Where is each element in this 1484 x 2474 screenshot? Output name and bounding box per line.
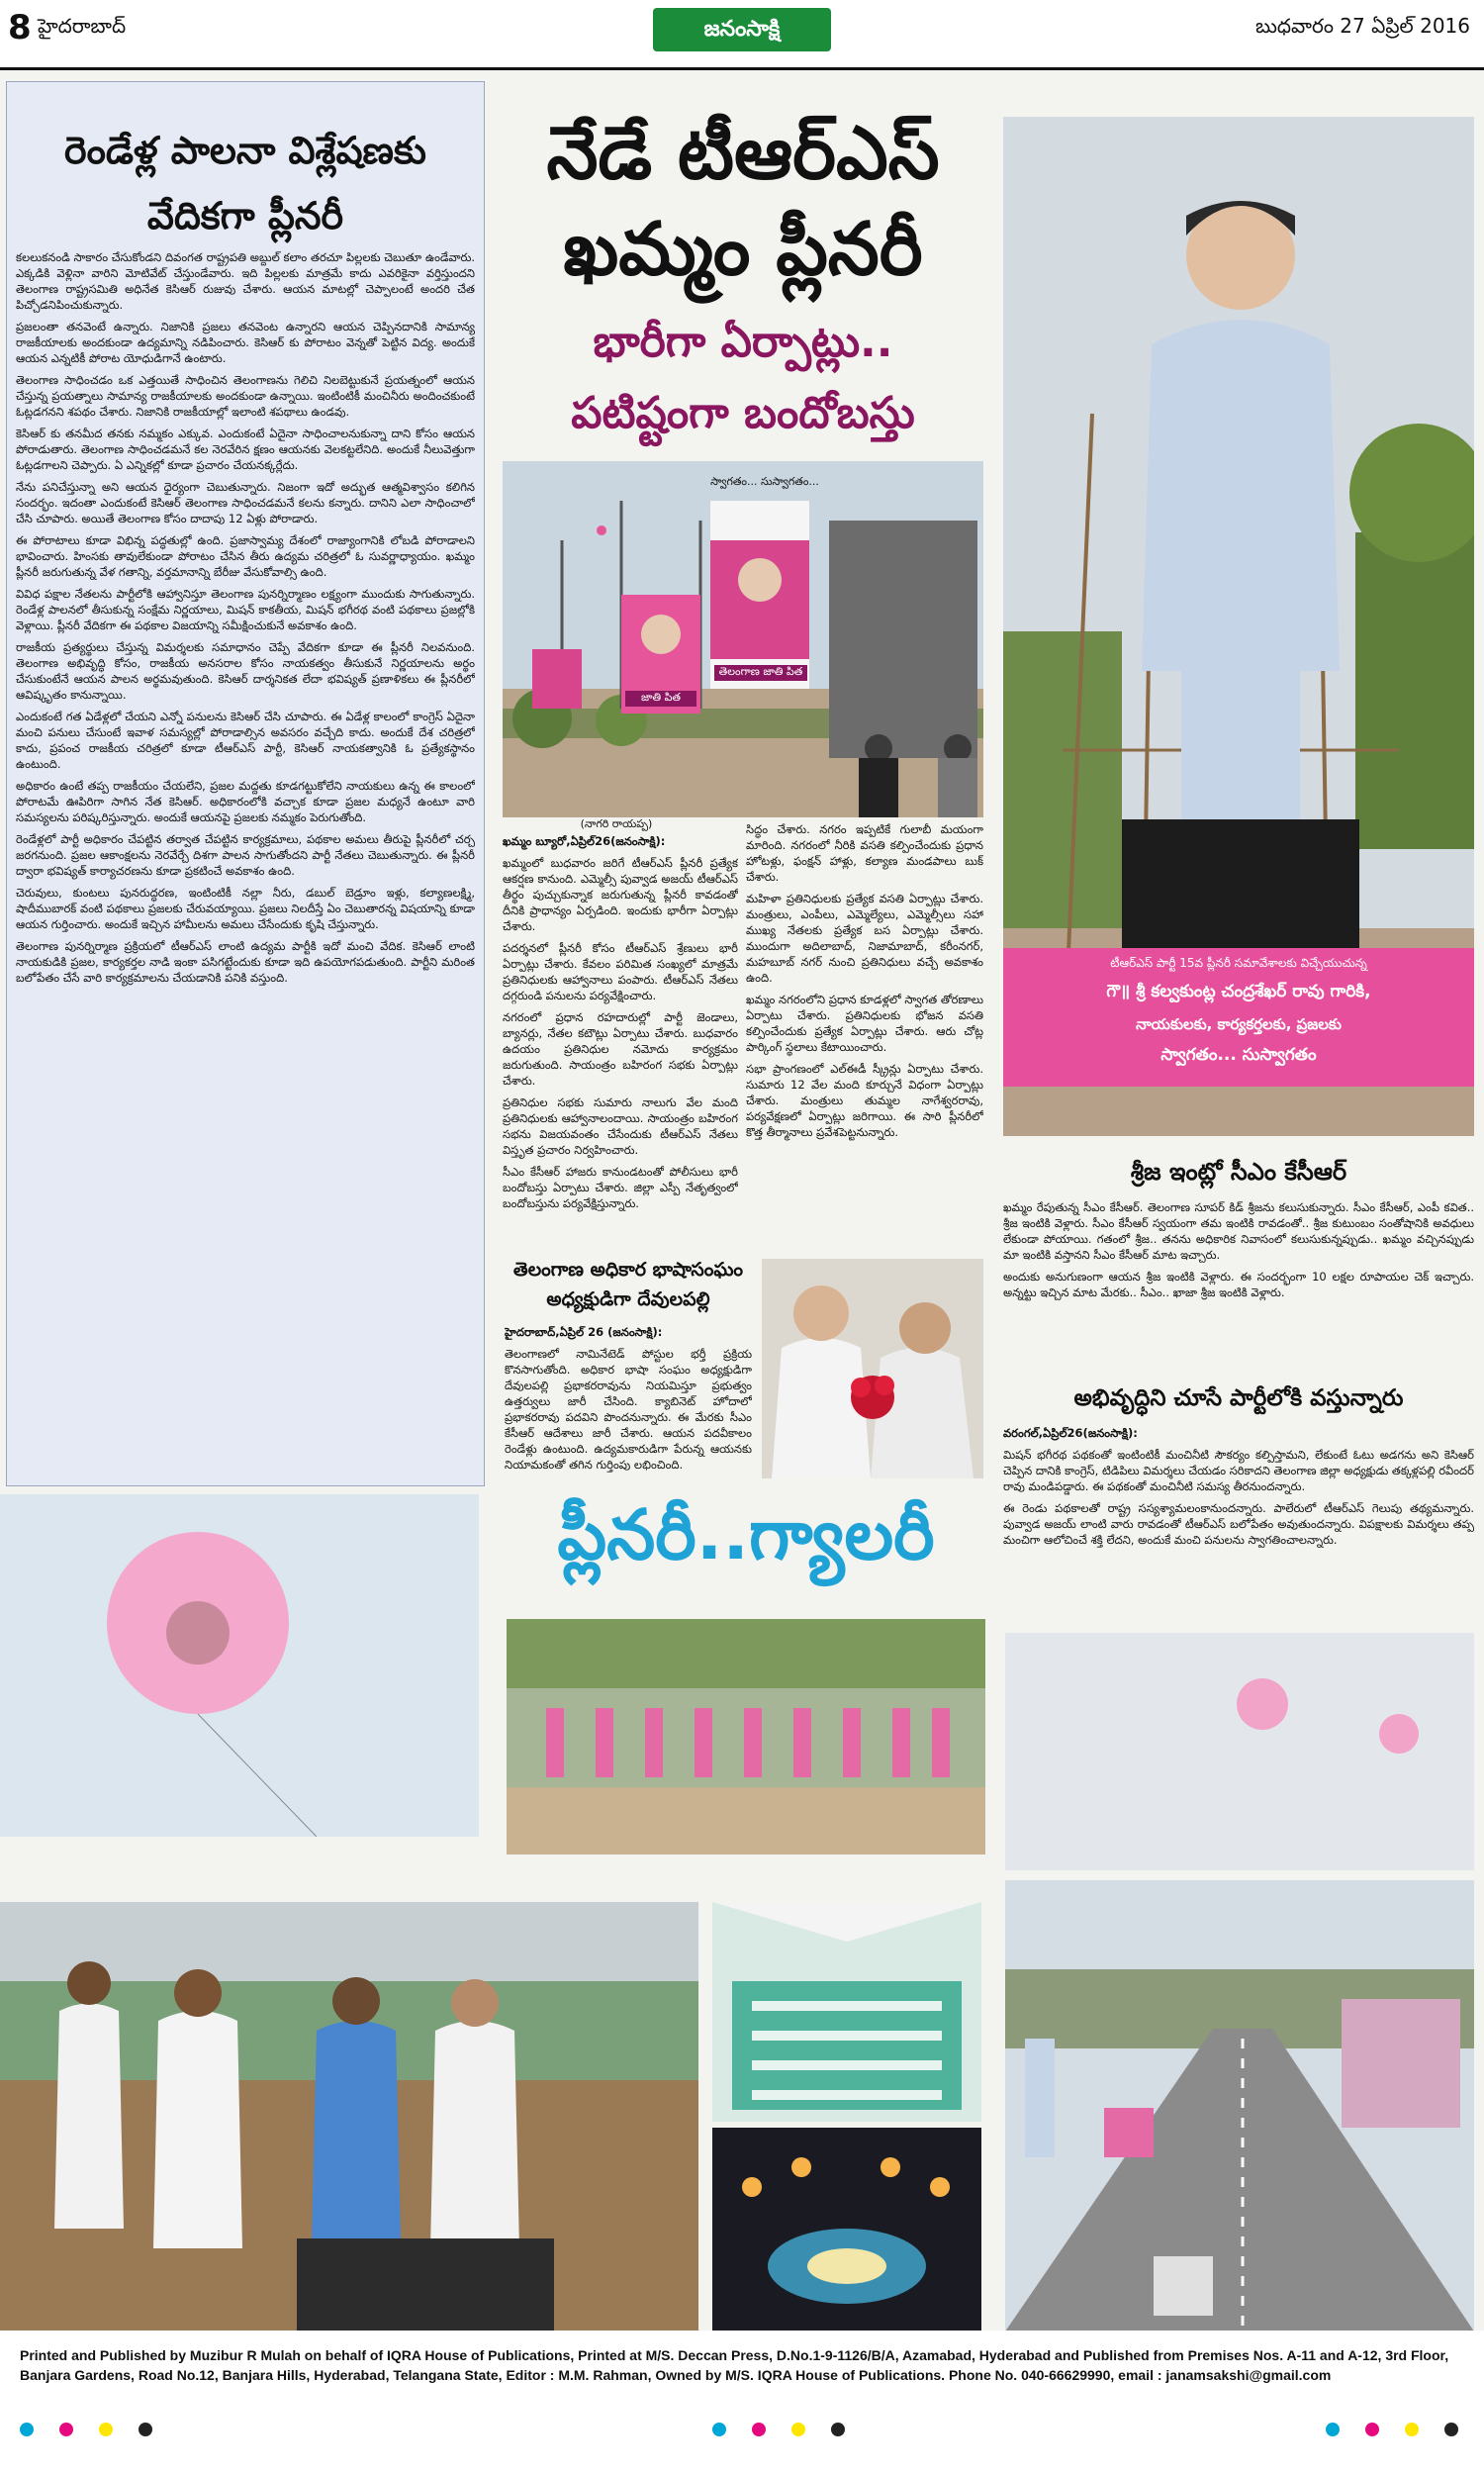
editorial-paragraph: అధికారం ఉంటే తప్ప రాజకీయం చేయలేని, ప్రజల మద్దతు కూడగట్టుకోలేని నాయకులు ఉన్న ఈ కాలంలో పోరాటమే ఊపిరిగా సాగిన నేత కెసిఆర్. అధికారంలోకి వచ్చాక కూడా ప్రజల మధ్యనే ఉంటూ వారి సమస్యలను పరిష్కరిస్తున్నారు. అందుకే ఆయనపై ప్రజలకు నమ్మకం పెరుగుతోంది. (16, 779, 475, 824)
headline-subhead-2: పటిష్టంగా బందోబస్తు (571, 388, 915, 438)
editorial-paragraph: తెలంగాణ సాధించడం ఒక ఎత్తయితే సాధించిన తెలంగాణను గెలిచి నిలబెట్టుకునే ప్రయత్నంలో ఆయన చేస్తున్న ప్రయత్నాలు సామాన్య రాజకీయాలకు అందకుండా ఉన్నాయి. ఇంటింటికీ మంచినీరు అందించకుంటే ఓట్లడగనని శపథం చేశారు. నిజానికి రాజకీయాల్లో ఇలాంటి శపథాలు ఉండవు. (16, 373, 475, 419)
main-story-col2 (746, 821, 983, 1249)
editorial-paragraph: చెరువులు, కుంటలు పునరుద్ధరణ, ఇంటింటికీ నల్లా నీరు, డబుల్ బెడ్రూం ఇళ్లు, కల్యాణలక్ష్మి, షాదీముబారక్ వంటి పథకాలు ప్రజలకు చేరువయ్యాయి. ప్రజలు నిలదీస్తే ఏం చెబుతారన్న విషయాన్ని కూడా ఆయన గుర్తించారు. అందుకే ఇచ్చిన హామీలను అమలు చేసేందుకు కృషి చేస్తున్నారు. (16, 886, 475, 931)
editorial-paragraph: తెలంగాణ పునర్నిర్మాణ ప్రక్రియలో టీఆర్ఎస్ లాంటి ఉద్యమ పార్టీకి ఇదో మంచి వేదిక. కెసిఆర్ లాంటి నాయకుడికి ప్రజల, కార్యకర్తల నాడి ఇంకా పసిగట్టేందుకు కూడా ఇది ఉపయోగపడుతుంది. పార్టీని మరింత బలోపేతం చేసే వారి కార్యక్రమాలను చేయడానికి పనికి వస్తుంది. (16, 939, 475, 985)
main-story-paragraph: సీఎం కేసీఆర్ హాజరు కానుండటంతో పోలీసులు భారీ బందోబస్తు ఏర్పాటు చేశారు. జిల్లా ఎస్పీ నేతృత్వంలో బందోబస్తును పర్యవేక్షిస్తున్నారు. (503, 1165, 738, 1210)
venue-seating-photo (712, 1902, 981, 2122)
registration-dot (1365, 2423, 1379, 2436)
registration-dot (1326, 2423, 1340, 2436)
editorial-paragraph: కలలుకనండి సాకారం చేసుకోండని దివంగత రాష్ట్రపతి అబ్దుల్ కలాం తరచూ పిల్లలకు చెబుతూ ఉండేవారు. ఎక్కడికి వెళ్లినా వారిని మోటివేట్ చేస్తుండేవారు. ఇది పిల్లలకు మాత్రమే కాదు ఎవరికైనా వర్తిస్తుందని తెలంగాణ రాష్ట్రసమితి అధినేత కెసిఆర్ రుజువు చేశారు. ఆయన మాటల్లో చెప్పాలంటే అందరి చేత పిచ్చోడనిపించుకున్నారు. (16, 250, 475, 312)
welcome-banner-line2: గౌ॥ శ్రీ కల్వకుంట్ల చంద్రశేఖర్ రావు గారికి, (1106, 982, 1371, 1001)
sreeja-paragraph: ఖమ్మం రేపుతున్న సీఎం కేసీఆర్. తెలంగాణ సూపర్ కిడ్ శ్రీజను కలుసుకున్నారు. సీఎం కేసీఆర్, ఎంపీ కవిత.. శ్రీజ ఇంటికి వెళ్లారు. సీఎం కేసీఆర్ స్వయంగా తమ ఇంటికి రావడంతో.. శ్రీజ కుటుంబం సంతోషానికి అవధులు లేకుండా పోయాయి. గతంలో శ్రీజ.. తనను అధికారిక నివాసంలో కలుసుకున్నప్పుడు.. ఖమ్మం వచ్చినప్పుడు మా ఇంటికి వస్తానని సీఎం కేసీఆర్ మాట ఇచ్చారు. (1003, 1200, 1474, 1262)
banner-main-text: తెలంగాణ జాతి పిత (714, 665, 807, 681)
street-banners-photo (503, 461, 983, 817)
photo-credit: (నాగరి రాయప్ప) (580, 817, 653, 830)
editorial-paragraph: ఈ పోరాటాలు కూడా విభిన్న పద్ధతుల్లో ఉంది. ప్రజాస్వామ్య దేశంలో రాజ్యాంగానికి లోబడి పోరాడాలని భావించారు. హింసకు తావులేకుండా పోరాటం చేసిన తీరు ఉద్యమ చరిత్రలో ఓ సువర్ణాధ్యాయం. ఖమ్మం ప్లీనరీ జరుగుతున్న వేళ గతాన్ని, వర్తమానాన్ని బేరీజు వేసుకోవాల్సి ఉంది. (16, 533, 475, 579)
editorial-title-line1: రెండేళ్ల పాలనా విశ్లేషణకు (64, 129, 426, 172)
imprint-line: Printed and Published by Muzibur R Mulah on behalf of IQRA House of Publications, Printed at M/S. Deccan Press, D.No.1-9-1126/B/A, Azamabad, Hyderabad and Published from Premises Nos. A-11 and A-12, 3rd Floor, Banjara Gardens, Road No.12, Banjara Hills, Hyderabad, Telangana State, Editor : M.M. Rahman, Owned by M/S. IQRA House of Publications. Phone No. 040-66629990, email : janamsakshi@gmail.com (20, 2347, 1449, 2383)
page-number: 8 (8, 8, 32, 48)
main-story-paragraph: పదర్శనలో ప్లీనరీ కోసం టీఆర్ఎస్ శ్రేణులు భారీ ఏర్పాట్లు చేశారు. కేవలం పరిమిత సంఖ్యలో మాత్రమే ప్రతినిధులకు ఆహ్వానాలు పంపారు. టీఆర్ఎస్ నేతలు దగ్గరుండి పనులను పర్యవేక్షించారు. (503, 941, 738, 1002)
leaders-illustration (0, 1902, 698, 2333)
bhasha-photo (762, 1259, 983, 1478)
newspaper-logo: జనంసాక్షి (653, 8, 831, 51)
bhasha-paragraph: తెలంగాణలో నామినేటెడ్ పోస్టుల భర్తీ ప్రక్రియ కొనసాగుతోంది. అధికార భాషా సంఘం అధ్యక్షుడిగా దేవులపల్లి ప్రభాకరరావును నియమిస్తూ ప్రభుత్వం ఉత్తర్వులు జారీ చేసింది. క్యాబినెట్ హోదాలో ప్రభాకరరావు పదవిని పొందనున్నారు. ఈ మేరకు సీఎం కేసీఆర్ ఆదేశాలు జారీ చేశారు. ఆయన పదవీకాలం రెండేళ్లు ఉంటుంది. ఉద్యమకారుడిగా పేరున్న ఆయనకు నియామకంతో తగిన గుర్తింపు లభించింది. (505, 1347, 752, 1472)
sreeja-story-title: శ్రీజ ఇంట్లో సీఎం కేసీఆర్ (1130, 1158, 1347, 1186)
kcr-cutout-photo (1003, 117, 1474, 1136)
leaders-inspection-photo (0, 1902, 698, 2333)
bhasha-title-line1: తెలంగాణ అధికార భాషాసంఘం (512, 1259, 744, 1281)
masthead-rule (0, 67, 1484, 70)
abhivruddhi-story-title: అభివృద్ధిని చూసే పార్టీలోకి వస్తున్నారు (1073, 1385, 1404, 1411)
editorial-paragraph: ప్రజలంతా తనవెంటే ఉన్నారు. నిజానికి ప్రజలు తనవెంట ఉన్నారని ఆయన చెప్పినదానికి సామాన్య రాజకీయాలకు అందకుండా ఉద్యమాన్ని నడిపించారు. కెసిఆర్ కు పోరాటం వెన్నతో పెట్టిన విద్య. అందుకే ఆయన ఎన్నటికీ పోరాట యోధుడిగానే ఉంటారు. (16, 320, 475, 365)
banner-small-text: జాతి పిత (625, 691, 696, 707)
editorial-title-line2: వేదికగా ప్లీనరీ (146, 194, 344, 238)
registration-marks (0, 2415, 1484, 2444)
main-story-paragraph: సిద్ధం చేశారు. నగరం ఇప్పటికే గులాబీ మయంగా మారింది. నగరంలో నీరికి వసతి కల్పించేందుకు ప్రధాన హోటళ్లు, ఫంక్షన్ హాళ్లు, కల్యాణ మండపాలు బుక్ చేశారు. (746, 822, 983, 884)
bhasha-story-body (505, 1324, 752, 1476)
main-story-dateline: ఖమ్మం బ్యూరో,ఏప్రిల్26(జనంసాక్షి): (503, 834, 666, 848)
main-story-paragraph: ఖమ్మంలో బుధవారం జరిగే టీఆర్ఎస్ ప్లీనరీ ప్రత్యేక ఆకర్షణ కానుంది. ఎమ్మెల్సీ పువ్వాడ అజయ్ టీఆర్ఎస్ తీర్థం పుచ్చుకున్నాక జరుగుతున్న ప్లీనరీ కావడంతో దీనికి ప్రాధాన్యం ఏర్పడింది. ఇందుకు భారీగా ఏర్పాట్లు చేశారు. (503, 856, 738, 933)
abhivruddhi-dateline: వరంగల్,ఏప్రిల్26(జనంసాక్షి): (1003, 1426, 1138, 1440)
editorial-body (16, 249, 475, 1476)
welcome-banner-line1: టీఆర్ఎస్ పార్టీ 15వ ప్లీనరీ సమావేశాలకు విచ్చేయుచున్న (1110, 956, 1367, 970)
main-story-col1 (503, 833, 738, 1249)
abhivruddhi-story-body (1003, 1425, 1474, 1618)
issue-date: బుధవారం 27 ఏప్రిల్ 2016 (1254, 14, 1470, 38)
headline-subhead-1: భారీగా ఏర్పాట్లు.. (593, 317, 893, 367)
registration-dot (712, 2423, 726, 2436)
volunteers-illustration (507, 1619, 985, 1855)
main-story-paragraph: ప్రతినిధుల సభకు సుమారు నాలుగు వేల మంది ప్రతినిధులకు ఆహ్వానాలందాయి. సాయంత్రం బహిరంగ సభను విజయవంతం చేసేందుకు టీఆర్ఎస్ నేతలు విస్తృత ప్రచారం నిర్వహించారు. (503, 1095, 738, 1157)
main-story-paragraph: మహిళా ప్రతినిధులకు ప్రత్యేక వసతి ఏర్పాట్లు చేశారు. మంత్రులు, ఎంపీలు, ఎమ్మెల్యేలు, ఎమ్మెల్సీలు సహా ముఖ్య నేతలకు ప్రత్యేక బస ఏర్పాట్లు చేశారు. ముందుగా అదిలాబాద్, నిజామాబాద్, కరీంనగర్, మహబూబ్ నగర్ నుంచి ప్రతినిధులు వచ్చే అవకాశం ఉంది. (746, 892, 983, 985)
editorial-paragraph: రెండేళ్లలో పార్టీ అధికారం చేపట్టిన తర్వాత చేపట్టిన కార్యక్రమాలు, పథకాల అమలు తీరుపై ప్లీనరీలో చర్చ జరగనుంది. ప్రజల ఆకాంక్షలను నెరవేర్చే దిశగా పాలన సాగుతోందని పార్టీ నేతలు చెబుతున్నారు. ఈ ప్లీనరీ ద్వారా భవిష్యత్ కార్యాచరణను కూడా ప్రకటించే అవకాశం ఉంది. (16, 832, 475, 878)
balloon-sky-illustration (1005, 1633, 1474, 1870)
city-label: హైదరాబాద్ (38, 14, 127, 38)
fountain-illustration (712, 2128, 981, 2335)
registration-dot (139, 2423, 152, 2436)
balloon-sky-photo (1005, 1633, 1474, 1870)
bhasha-photo-illustration (762, 1259, 983, 1478)
street-scene-illustration (503, 461, 983, 817)
registration-dot (1444, 2423, 1458, 2436)
abhivruddhi-paragraph: ఈ రెండు పథకాలతో రాష్ట్ర సస్యశ్యామలంకానుందన్నారు. పాలేరులో టీఆర్ఎస్ గెలుపు తథ్యమన్నారు. పువ్వాడ అజయ్ లాంటి వారు రావడంతో టీఆర్ఎస్ బలోపేతం అవుతుందన్నారు. విపక్షాలకు విమర్శలు తప్ప మంచిగా ఆలోచించే శక్తి లేదని, అందుకే మంచి పనులను స్వాగతించాలన్నారు. (1003, 1501, 1474, 1547)
banner-top-text: స్వాగతం... సుస్వాగతం... (710, 475, 819, 488)
gallery-title: ప్లీనరీ..గ్యాలరీ (557, 1494, 935, 1575)
editorial-paragraph: నేను పనిచేస్తున్నా అని ఆయన ధైర్యంగా చెబుతున్నారు. నిజంగా ఇదో అద్భుత ఆత్మవిశ్వాసం కలిగిన సందర్భం. ఇదంతా ఎందుకంటే కెసిఆర్ తెలంగాణ సాధించడమనే కలను కన్నారు. దానిని ఎలా సాధించాలో చేసి చూపారు. అయితే తెలంగాణ కోసం దాదాపు 12 ఏళ్లు పోరాడారు. (16, 480, 475, 525)
sreeja-paragraph: అందుకు అనుగుణంగా ఆయన శ్రీజ ఇంటికి వెళ్లారు. ఈ సందర్భంగా 10 లక్షల రూపాయల చెక్ ఇచ్చారు. అన్నట్టు ఇచ్చిన మాట మేరకు.. సీఎం.. ఖాజా శ్రీజ ఇంటికి వెళ్లారు. (1003, 1270, 1474, 1299)
headline-line2: ఖమ్మం ప్లీనరీ (563, 207, 923, 292)
abhivruddhi-paragraph: మిషన్ భగీరథ పథకంతో ఇంటింటికీ మంచినీటి సౌకర్యం కల్పిస్తామని, లేకుంటే ఓటు అడగను అని కెసిఆర్ చెప్పిన దానికి కాంగ్రెస్, టిడిపిలు విమర్శలు చేయడం సరికాదని తెలంగాణ జిల్లా అధ్యక్షుడు తక్కళ్లపల్లి రవీందర్ రావు మండిపడ్డారు. ఈ పథకంతో మంచినీటి సమస్య తీరనుందన్నారు. (1003, 1448, 1474, 1493)
registration-dot (59, 2423, 73, 2436)
bhasha-title-line2: అధ్యక్షుడిగా దేవులపల్లి (546, 1288, 710, 1310)
registration-dot (752, 2423, 766, 2436)
balloon-illustration (0, 1494, 479, 1837)
city-road-illustration (1005, 1880, 1474, 2331)
editorial-paragraph: వివిధ పక్షాల నేతలను పార్టీలోకి ఆహ్వానిస్తూ తెలంగాణ పునర్నిర్మాణం లక్ష్యంగా ముందుకు సాగుతున్నారు. రెండేళ్ల పాలనలో తీసుకున్న సంక్షేమ నిర్ణయాలు, మిషన్ కాకతీయ, మిషన్ భగీరథ వంటి పథకాలు ప్రజల్లోకి వెళ్లాయి. ప్లీనరీ వేదికగా ఈ పథకాల విజయాన్ని సమీక్షించుకునే అవకాశం ఉంది. (16, 587, 475, 632)
headline-line1: నేడే టీఆర్ఎస్ (546, 111, 940, 196)
fountain-night-photo (712, 2128, 981, 2335)
editorial-paragraph: ఎందుకంటే గత ఏడేళ్లలో చేయని ఎన్నో పనులను కెసిఆర్ చేసి చూపారు. ఈ ఏడేళ్ల కాలంలో కాంగ్రెస్ ఏదైనా మంచి పనులు చేసుంటే ఇవాళ సమస్యల్లో పోరాడాల్సిన అవసరం వచ్చేది కాదు. అందుకే దేశ చరిత్రలో కాదు, ప్రపంచ రాజకీయ చరిత్రలో కూడా టీఆర్ఎస్ పార్టీ, కెసిఆర్ నాయకత్వానికి ఓ ప్రత్యేకస్థానం ఉంటుంది. (16, 710, 475, 771)
editorial-paragraph: కెసిఆర్ కు తనమీద తనకు నమ్మకం ఎక్కువ. ఎందుకంటే ఏదైనా సాధించాలనుకున్నా దాని కోసం ఆయన పోరాడుతారు. తెలంగాణ సాధించడమనే కల నెరవేరిన క్షణం ఆయనకు వెలకట్టలేనిది. అందుకే నీలువెత్తుగా ఓట్లడగాలని చెప్పారు. ఏ ఎన్నికల్లో కూడా ప్రచారం చేయనక్కర్లేదు. (16, 427, 475, 472)
welcome-banner-line3: నాయకులకు, కార్యకర్తలకు, ప్రజలకు (1136, 1015, 1342, 1033)
registration-dot (791, 2423, 805, 2436)
volunteers-photo (507, 1619, 985, 1855)
city-road-photo (1005, 1880, 1474, 2331)
registration-dot (1405, 2423, 1419, 2436)
main-story-paragraph: ఖమ్మం నగరంలోని ప్రధాన కూడళ్లలో స్వాగత తోరణాలు ఏర్పాటు చేశారు. ప్రతినిధులకు భోజన వసతి కల్పించేందుకు ప్రత్యేక ఏర్పాట్లు చేశారు. ఆరు చోట్ల పార్కింగ్ స్థలాలు కేటాయించారు. (746, 993, 983, 1054)
main-story-paragraph: నగరంలో ప్రధాన రహదారుల్లో పార్టీ జెండాలు, బ్యానర్లు, నేతల కటౌట్లు ఏర్పాటు చేశారు. బుధవారం ఉదయం ప్రతినిధుల నమోదు కార్యక్రమం జరుగుతుంది. సాయంత్రం బహిరంగ సభకు ఏర్పాట్లు చేశారు. (503, 1010, 738, 1088)
registration-dot (20, 2423, 34, 2436)
bhasha-dateline: హైదరాబాద్,ఏప్రిల్ 26 (జనంసాక్షి): (505, 1325, 663, 1339)
sreeja-story-body (1003, 1199, 1474, 1380)
balloon-photo-left (0, 1494, 479, 1837)
main-story-paragraph: సభా ప్రాంగణంలో ఎల్ఈడీ స్క్రీన్లు ఏర్పాటు చేశారు. సుమారు 12 వేల మంది కూర్చునే విధంగా ఏర్పాట్లు చేశారు. మంత్రులు తుమ్మల నాగేశ్వరరావు, పర్యవేక్షణలో ఏర్పాట్లు జరిగాయి. ఈ సారి ప్లీనరీలో కొత్త తీర్మానాలు ప్రవేశపెట్టనున్నారు. (746, 1062, 983, 1139)
registration-dot (99, 2423, 113, 2436)
seating-illustration (712, 1902, 981, 2122)
welcome-banner-line4: స్వాగతం... సుస్వాగతం (1160, 1045, 1317, 1065)
editorial-paragraph: రాజకీయ ప్రత్యర్థులు చేస్తున్న విమర్శలకు సమాధానం చెప్పే వేదికగా కూడా ఈ ప్లీనరీ నిలవనుంది. తెలంగాణ అభివృద్ధి కోసం, రాజకీయ అనసరాల కోసం నాయకత్వం తీసుకునే నిర్ణయాలను అర్థం చేసుకుంటేనే ఆయన పాలన అర్థమవుతుంది. కెసిఆర్ దార్శనికత లేదా భవిష్యత్ ప్రణాళికలు ఈ ప్లీనరీలో ఆవిష్కృతం కానున్నాయి. (16, 640, 475, 702)
registration-dot (831, 2423, 845, 2436)
